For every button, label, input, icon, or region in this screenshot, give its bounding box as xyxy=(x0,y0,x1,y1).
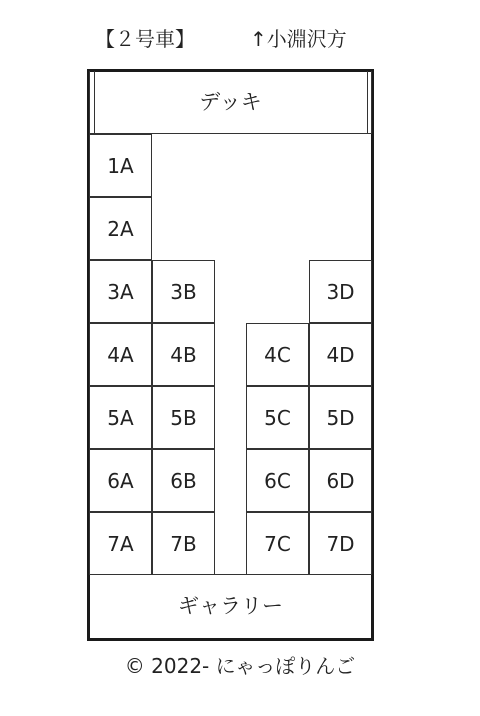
seat-2a[interactable]: 2A xyxy=(89,197,152,260)
gallery-label: ギャラリー xyxy=(178,594,283,618)
seat-4c[interactable]: 4C xyxy=(246,323,309,386)
seat-3a[interactable]: 3A xyxy=(89,260,152,323)
seat-7a[interactable]: 7A xyxy=(89,512,152,575)
seat-5d[interactable]: 5D xyxy=(309,386,372,449)
seat-4b[interactable]: 4B xyxy=(152,323,215,386)
seat-5a[interactable]: 5A xyxy=(89,386,152,449)
seat-6b[interactable]: 6B xyxy=(152,449,215,512)
seat-6a[interactable]: 6A xyxy=(89,449,152,512)
seat-5b[interactable]: 5B xyxy=(152,386,215,449)
seat-6c[interactable]: 6C xyxy=(246,449,309,512)
seat-7b[interactable]: 7B xyxy=(152,512,215,575)
seat-4d[interactable]: 4D xyxy=(309,323,372,386)
seat-1a[interactable]: 1A xyxy=(89,134,152,197)
seat-5c[interactable]: 5C xyxy=(246,386,309,449)
seat-3b[interactable]: 3B xyxy=(152,260,215,323)
direction-label: ↑小淵沢方 xyxy=(250,27,347,51)
copyright-footer: © 2022- にゃっぽりんご xyxy=(124,654,356,678)
seat-7c[interactable]: 7C xyxy=(246,512,309,575)
seat-6d[interactable]: 6D xyxy=(309,449,372,512)
seat-4a[interactable]: 4A xyxy=(89,323,152,386)
deck-label: デッキ xyxy=(199,90,262,114)
car-number-label: 【２号車】 xyxy=(95,27,195,51)
seat-7d[interactable]: 7D xyxy=(309,512,372,575)
seat-3d[interactable]: 3D xyxy=(309,260,372,323)
